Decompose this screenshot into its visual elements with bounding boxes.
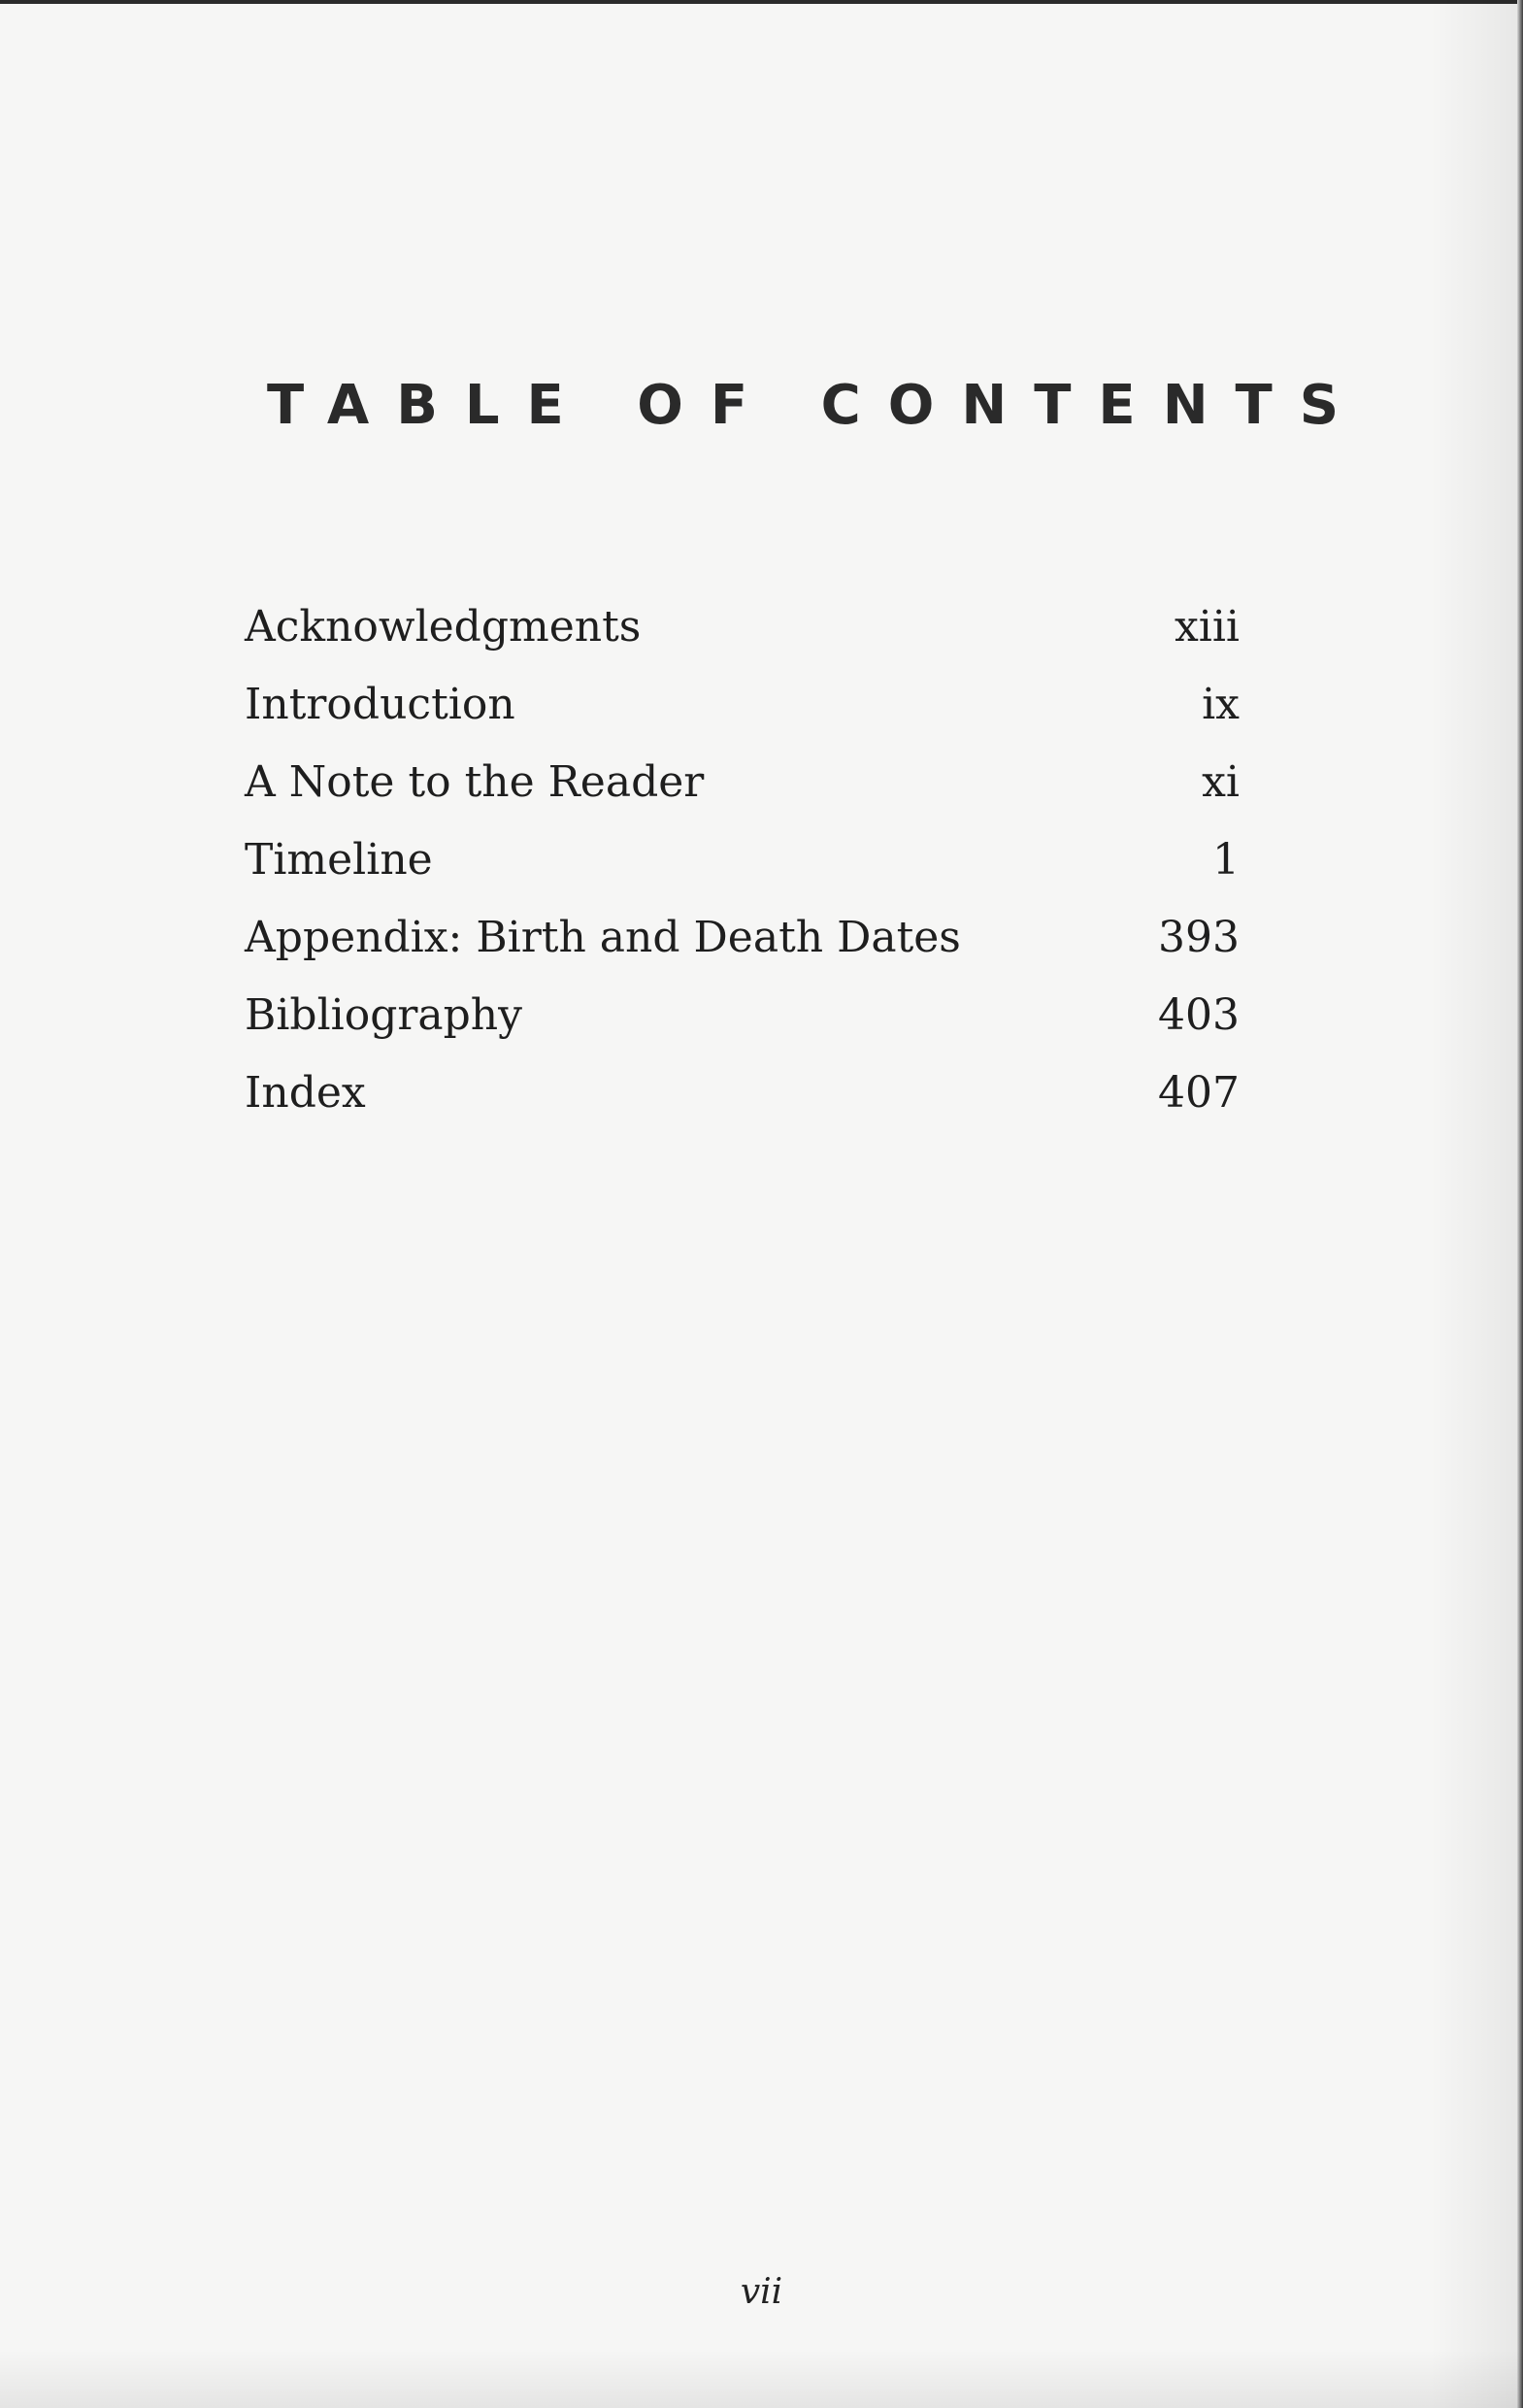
toc-entry-title: A Note to the Reader: [245, 757, 705, 807]
toc-entry-page: 393: [1158, 913, 1240, 962]
toc-entry-title: Appendix: Birth and Death Dates: [245, 913, 961, 962]
toc-entry-title: Bibliography: [245, 990, 522, 1040]
toc-entry-title: Timeline: [245, 835, 433, 885]
toc-entry-index: [245, 1068, 1240, 1146]
toc-entry-page: xi: [1202, 757, 1240, 807]
toc-entry-bibliography: [245, 990, 1240, 1068]
page-number: vii: [740, 2272, 783, 2312]
toc-entry-title: Index: [245, 1068, 366, 1118]
toc-entry-title: Introduction: [245, 680, 515, 729]
page-right-edge: [1517, 0, 1523, 2408]
table-of-contents: [245, 602, 1240, 1146]
toc-entry-appendix: [245, 913, 1240, 990]
toc-entry-page: 1: [1212, 835, 1240, 885]
toc-entry-page: ix: [1202, 680, 1240, 729]
toc-entry-timeline: [245, 835, 1240, 913]
page-title: TABLE OF CONTENTS: [267, 374, 1367, 437]
page-right-shadow: [1430, 0, 1517, 2408]
toc-entry-page: 403: [1158, 990, 1240, 1040]
toc-entry-page: xiii: [1174, 602, 1240, 652]
toc-entry-acknowledgments: [245, 602, 1240, 680]
toc-entry-page: 407: [1158, 1068, 1240, 1118]
page-bottom-shadow: [0, 2350, 1523, 2408]
toc-entry-introduction: [245, 680, 1240, 757]
page-top-edge: [0, 0, 1523, 4]
toc-entry-title: Acknowledgments: [245, 602, 642, 652]
toc-entry-note-to-reader: [245, 757, 1240, 835]
